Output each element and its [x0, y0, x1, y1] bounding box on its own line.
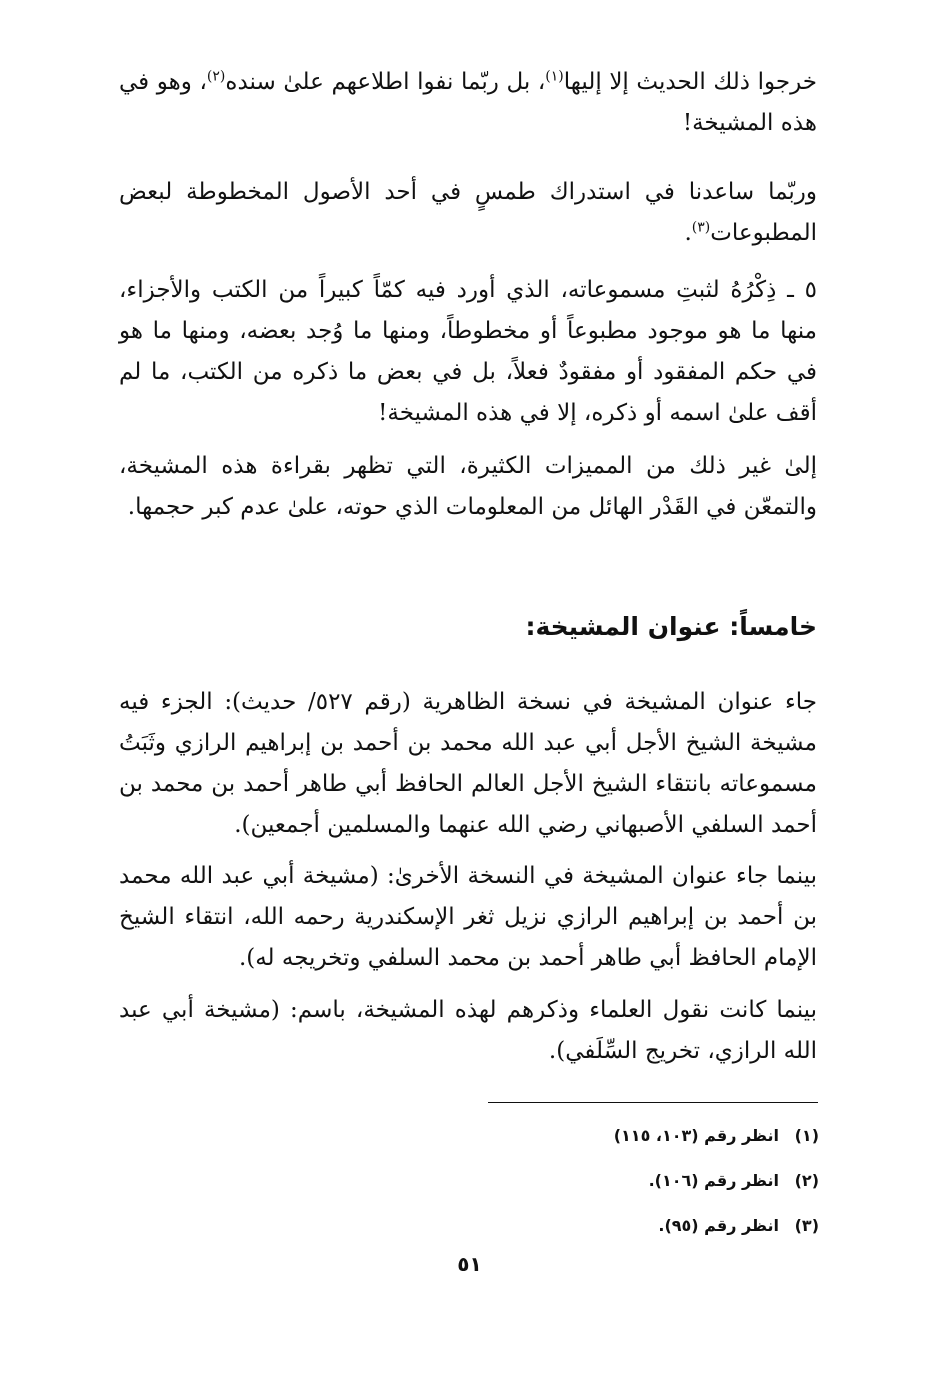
footnote-1 — [419, 1113, 819, 1158]
footnote-divider — [488, 1102, 818, 1103]
section-paragraph-1: جاء عنوان المشيخة في نسخة الظاهرية (رقم ٥٢٧/ حديث): الجزء فيه مشيخة الشيخ الأجل أبي عبد الله محمد بن أحمد بن إبراهيم الرازي وثَبَتُ مسموعاته بانتقاء الشيخ الأجل العالم الحافظ أبي طاهر أحمد بن محمد بن أحمد السلفي الأصبهاني رضي الله عنهما والمسلمين أجمعين). — [119, 689, 817, 838]
footnote-number: (١) — [794, 1126, 819, 1145]
footnote-ref-2[interactable]: (٢) — [206, 68, 226, 85]
section-paragraph-2: بينما جاء عنوان المشيخة في النسخة الأخرىٰ: (مشيخة أبي عبد الله محمد بن أحمد بن إبراهيم الرازي نزيل ثغر الإسكندرية رحمه الله، انتقاء الشيخ الإمام الحافظ أبي طاهر أحمد بن محمد السلفي وتخريجه له). — [119, 863, 817, 971]
footnote-3 — [419, 1203, 819, 1248]
footnote-number: (٣) — [794, 1216, 819, 1235]
section-heading: خامساً: عنوان المشيخة: — [525, 612, 817, 641]
paragraph-4: إلىٰ غير ذلك من المميزات الكثيرة، التي تظهر بقراءة هذه المشيخة، والتمعّن في القَدْر الهائل من المعلومات الذي حوته، علىٰ عدم كبر حجمها. — [119, 453, 817, 520]
paragraph-2 — [119, 172, 817, 254]
footnote-text: انظر رقم (١٠٦). — [648, 1171, 779, 1190]
footnote-text: انظر رقم (١٠٣، ١١٥) — [613, 1126, 779, 1145]
footnote-2 — [419, 1158, 819, 1203]
page-number: ٥١ — [457, 1252, 482, 1276]
footnote-number: (٢) — [794, 1171, 819, 1190]
footnote-ref-3[interactable]: (٣) — [691, 219, 711, 236]
section-paragraph-3: بينما كانت نقول العلماء وذكرهم لهذه المشيخة، باسم: (مشيخة أبي عبد الله الرازي، تخريج السِّلَفي). — [119, 997, 817, 1064]
paragraph-text: . — [684, 220, 692, 246]
footnote-text: انظر رقم (٩٥). — [658, 1216, 779, 1235]
paragraph-3: ٥ ـ ذِكْرُهُ لثبتِ مسموعاته، الذي أورد فيه كمّاً كبيراً من الكتب والأجزاء، منها ما هو موجود مطبوعاً أو مخطوطاً، ومنها ما وُجد بعضه، ومنها ما هو في حكم المفقود أو مفقودٌ فعلاً، بل في بعض ما ذكره من الكتب، ما لم أقف علىٰ اسمه أو ذكره، إلا في هذه المشيخة! — [119, 277, 817, 426]
footnote-ref-1[interactable]: (١) — [545, 68, 564, 85]
paragraph-1 — [119, 62, 817, 144]
paragraph-text: وربّما ساعدنا في استدراك طمسٍ في أحد الأصول المخطوطة لبعض المطبوعات — [119, 179, 817, 246]
paragraph-text: ، وهو في هذه المشيخة! — [119, 69, 817, 136]
paragraph-text: ، بل ربّما نفوا اطلاعهم علىٰ سنده — [225, 69, 546, 95]
footnotes — [419, 1113, 819, 1248]
paragraph-text: خرجوا ذلك الحديث إلا إليها — [563, 69, 817, 95]
